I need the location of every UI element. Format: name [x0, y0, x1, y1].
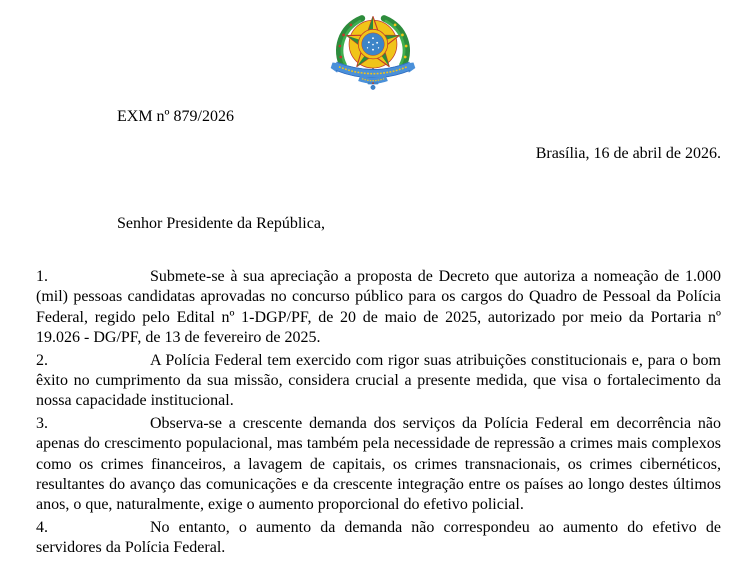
paragraph-1-text: Submete-se à sua apreciação a proposta de Decreto que autoriza a nomeação de 1.000 (mil) pessoas candidatas aprovadas no concurso público para os cargos do Quadro de Pessoal da Polícia Federal, regido pelo Edital nº 1-DGP/PF, de 20 de maio de 2025, autorizado por meio da Portaria nº 19.026 - DG/PF, de 13 de fevereiro de 2025.: [36, 268, 721, 347]
date-line: Brasília, 16 de abril de 2026.: [535, 145, 721, 162]
salutation: Senhor Presidente da República,: [117, 215, 325, 232]
paragraph-2: [36, 351, 721, 412]
paragraph-1-number: 1.: [36, 268, 48, 285]
brazil-coat-of-arms-icon: [327, 11, 419, 92]
paragraph-2-text: A Polícia Federal tem exercido com rigor suas atribuições constitucionais e, para o bom êxito no cumprimento da sua missão, considera crucial a presente medida, que visa o fortalecimento da nossa capacidade institucional.: [36, 351, 721, 410]
paragraph-4-text: No entanto, o aumento da demanda não correspondeu ao aumento do efetivo de servidores da Polícia Federal.: [36, 518, 721, 557]
paragraph-4-number: 4.: [36, 518, 48, 536]
letter-body: [36, 267, 721, 559]
document-reference: EXM nº 879/2026: [117, 108, 234, 125]
sword-hilt: [367, 82, 378, 90]
paragraph-1: [36, 267, 721, 349]
paragraph-3: [36, 414, 721, 516]
paragraph-4: [36, 518, 721, 559]
paragraph-3-text: Observa-se a crescente demanda dos serviços da Polícia Federal em decorrência não apenas do crescimento populacional, mas também pela necessidade de repressão a crimes mais complexos como os crimes financeiros, a lavagem de capitais, os crimes transnacionais, os crimes cibernéticos, resultantes do avanço das comunicações e da crescente integração entre os países ao longo destes últimos anos, o que, naturalmente, exige o aumento proporcional do efetivo policial.: [36, 414, 721, 514]
paragraph-3-number: 3.: [36, 414, 48, 432]
paragraph-2-number: 2.: [36, 351, 48, 369]
